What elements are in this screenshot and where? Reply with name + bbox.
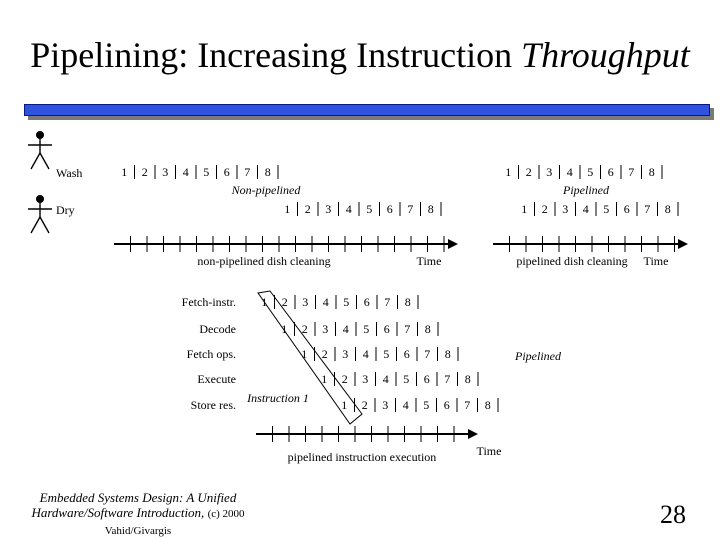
p-dry-number-8: 8	[664, 202, 671, 216]
p-dry-number-7: 7	[644, 202, 651, 216]
footer-line2-text: Hardware/Software Introduction,	[31, 505, 205, 520]
p-wash-number-6: 6	[607, 165, 614, 179]
stage-label-2: Decode	[199, 322, 236, 336]
np-wash-number-1: 1	[121, 165, 128, 179]
stage-5-number-4: 4	[402, 398, 409, 412]
stage-4-number-1: 1	[321, 372, 328, 386]
instruction-axis-arrowhead	[468, 429, 478, 439]
stage-2-number-6: 6	[383, 322, 390, 336]
p-dry-number-1: 1	[521, 202, 528, 216]
p-dry-number-5: 5	[603, 202, 610, 216]
stage-4-number-3: 3	[362, 372, 369, 386]
stage-2-number-7: 7	[404, 322, 411, 336]
stage-5-number-2: 2	[361, 398, 368, 412]
stage-2-number-5: 5	[363, 322, 370, 336]
dry-label: Dry	[56, 203, 75, 217]
stage-label-5: Store res.	[190, 398, 236, 412]
stage-5-number-1: 1	[341, 398, 348, 412]
stage-1-number-8: 8	[404, 295, 411, 309]
title-main: Pipelining: Increasing Instruction	[30, 35, 522, 75]
instruction-1-label: Instruction 1	[247, 391, 309, 405]
stage-2-number-4: 4	[342, 322, 349, 336]
stage-3-number-5: 5	[383, 347, 390, 361]
nonpipelined-time-label: Time	[416, 254, 442, 268]
stage-5-number-6: 6	[443, 398, 450, 412]
stage-5-number-3: 3	[382, 398, 389, 412]
stage-4-number-6: 6	[423, 372, 430, 386]
stage-4-number-5: 5	[403, 372, 410, 386]
np-dry-number-1: 1	[284, 202, 291, 216]
np-dry-number-5: 5	[366, 202, 373, 216]
stage-4-number-2: 2	[341, 372, 348, 386]
p-dry-number-6: 6	[623, 202, 630, 216]
stage-4-number-7: 7	[444, 372, 451, 386]
p-dry-number-4: 4	[582, 202, 589, 216]
p-wash-number-3: 3	[546, 165, 553, 179]
stage-2-number-1: 1	[281, 322, 288, 336]
stage-1-number-7: 7	[384, 295, 391, 309]
pipelined-caption: Pipelined	[563, 183, 609, 197]
np-dry-number-2: 2	[304, 202, 311, 216]
title-italic: Throughput	[521, 35, 690, 75]
footer-line1: Embedded Systems Design: A Unified	[39, 490, 237, 505]
stage-5-number-5: 5	[423, 398, 430, 412]
nonpipelined-axis-label: non-pipelined dish cleaning	[197, 254, 331, 268]
stage-3-number-8: 8	[444, 347, 451, 361]
wash-label: Wash	[56, 166, 83, 180]
p-dry-number-2: 2	[541, 202, 548, 216]
np-dry-number-4: 4	[345, 202, 352, 216]
footer	[8, 490, 268, 539]
np-dry-number-3: 3	[325, 202, 332, 216]
p-wash-number-2: 2	[525, 165, 532, 179]
np-wash-number-3: 3	[162, 165, 169, 179]
p-wash-number-4: 4	[566, 165, 573, 179]
stage-2-number-3: 3	[322, 322, 329, 336]
stage-3-number-4: 4	[362, 347, 369, 361]
pipelined-time-label: Time	[643, 254, 669, 268]
stage-3-number-1: 1	[301, 347, 308, 361]
stage-1-number-1: 1	[261, 295, 268, 309]
pipelined-top-axis-arrowhead	[678, 239, 688, 249]
stage-3-number-3: 3	[342, 347, 349, 361]
np-wash-number-6: 6	[223, 165, 230, 179]
stage-1-number-4: 4	[322, 295, 329, 309]
stage-5-number-8: 8	[484, 398, 491, 412]
stage-4-number-8: 8	[464, 372, 471, 386]
stage-4-number-4: 4	[382, 372, 389, 386]
stage-label-4: Execute	[197, 372, 236, 386]
stage-3-number-6: 6	[403, 347, 410, 361]
np-wash-number-2: 2	[141, 165, 148, 179]
non-pipelined-caption: Non-pipelined	[231, 183, 301, 197]
p-wash-number-1: 1	[505, 165, 512, 179]
nonpipelined-axis-arrowhead	[448, 239, 458, 249]
instruction-time-label: Time	[476, 444, 502, 458]
stage-1-number-3: 3	[302, 295, 309, 309]
instruction-axis-label: pipelined instruction execution	[287, 450, 437, 464]
np-wash-number-8: 8	[264, 165, 271, 179]
stage-3-number-2: 2	[321, 347, 328, 361]
p-wash-number-8: 8	[648, 165, 655, 179]
stage-1-number-2: 2	[281, 295, 288, 309]
p-wash-number-7: 7	[628, 165, 635, 179]
stage-1-number-6: 6	[363, 295, 370, 309]
np-dry-number-7: 7	[407, 202, 414, 216]
p-wash-number-5: 5	[587, 165, 594, 179]
page-number: 28	[660, 500, 686, 529]
np-dry-number-6: 6	[386, 202, 393, 216]
footer-copyright: (c) 2000 Vahid/Givargis	[104, 508, 245, 537]
stage-2-number-2: 2	[301, 322, 308, 336]
footer-line2	[8, 505, 268, 539]
stage-5-number-7: 7	[464, 398, 471, 412]
stage-1-number-5: 5	[343, 295, 350, 309]
np-wash-number-5: 5	[203, 165, 210, 179]
pipelined-axis-label: pipelined dish cleaning	[516, 254, 628, 268]
stage-3-number-7: 7	[424, 347, 431, 361]
np-wash-number-4: 4	[182, 165, 189, 179]
stage-label-1: Fetch-instr.	[181, 295, 236, 309]
stage-2-number-8: 8	[424, 322, 431, 336]
stage-label-3: Fetch ops.	[186, 347, 236, 361]
p-dry-number-3: 3	[562, 202, 569, 216]
stick-figure-icon	[28, 195, 52, 233]
bottom-pipelined-caption: Pipelined	[515, 349, 561, 363]
np-dry-number-8: 8	[427, 202, 434, 216]
stick-figure-icon	[28, 131, 52, 169]
np-wash-number-7: 7	[244, 165, 251, 179]
